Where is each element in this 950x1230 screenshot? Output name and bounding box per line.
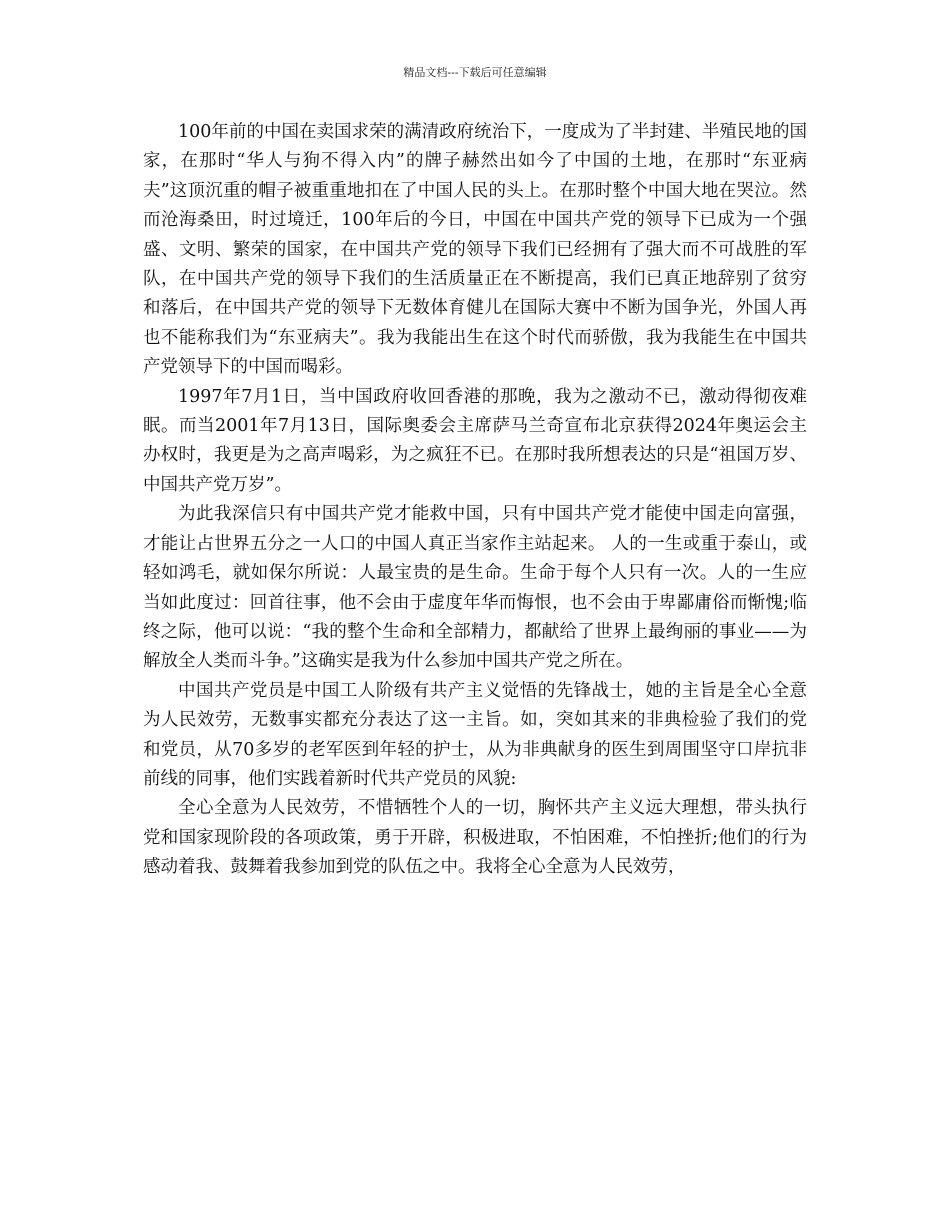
paragraph-3: 为此我深信只有中国共产党才能救中国，只有中国共产党才能使中国走向富强，才能让占世界五分之一人口的中国人真正当家作主站起来。 人的一生或重于泰山，或轻如鸿毛，就如保尔所说：人最宝贵的是生命。生命于每个人只有一次。人的一生应当如此度过：回首往事，他不会由于虚度年华而悔恨，也不会由于卑鄙庸俗而惭愧;临终之际，他可以说：“我的整个生命和全部精力，都献给了世界上最绚丽的事业——为解放全人类而斗争。”这确实是我为什么参加中国共产党之所在。 (143, 504, 807, 672)
document-body (143, 118, 807, 883)
paragraph-1: 100年前的中国在卖国求荣的满清政府统治下，一度成为了半封建、半殖民地的国家，在那时“华人与狗不得入内”的牌子赫然出如今了中国的土地，在那时“东亚病夫”这顶沉重的帽子被重重地扣在了中国人民的头上。在那时整个中国大地在哭泣。然而沧海桑田，时过境迁，100年后的今日，中国在中国共产党的领导下已成为一个强盛、文明、繁荣的国家，在中国共产党的领导下我们已经拥有了强大而不可战胜的军队，在中国共产党的领导下我们的生活质量正在不断提高，我们已真正地辞别了贫穷和落后，在中国共产党的领导下无数体育健儿在国际大赛中不断为国争光，外国人再也不能称我们为“东亚病夫”。我为我能出生在这个时代而骄傲，我为我能生在中国共产党领导下的中国而喝彩。 (143, 122, 807, 378)
paragraph-4: 中国共产党员是中国工人阶级有共产主义觉悟的先锋战士，她的主旨是全心全意为人民效劳，无数事实都充分表达了这一主旨。如，突如其来的非典检验了我们的党和党员，从70多岁的老军医到年轻的护士，从为非典献身的医生到周围坚守口岸抗非前线的同事，他们实践着新时代共产党员的风貌: (143, 680, 807, 789)
page-header: 精品文档---下载后可任意编辑 (403, 66, 547, 79)
paragraph-2: 1997年7月1日，当中国政府收回香港的那晚，我为之激动不已，激动得彻夜难眠。而当2001年7月13日，国际奥委会主席萨马兰奇宣布北京获得2024年奥运会主办权时，我更是为之高声喝彩，为之疯狂不已。在那时我所想表达的只是“祖国万岁、中国共产党万岁”。 (143, 386, 807, 495)
paragraph-5: 全心全意为人民效劳，不惜牺牲个人的一切，胸怀共产主义远大理想，带头执行党和国家现阶段的各项政策，勇于开辟，积极进取，不怕困难，不怕挫折;他们的行为感动着我、鼓舞着我参加到党的队伍之中。我将全心全意为人民效劳， (143, 798, 807, 878)
